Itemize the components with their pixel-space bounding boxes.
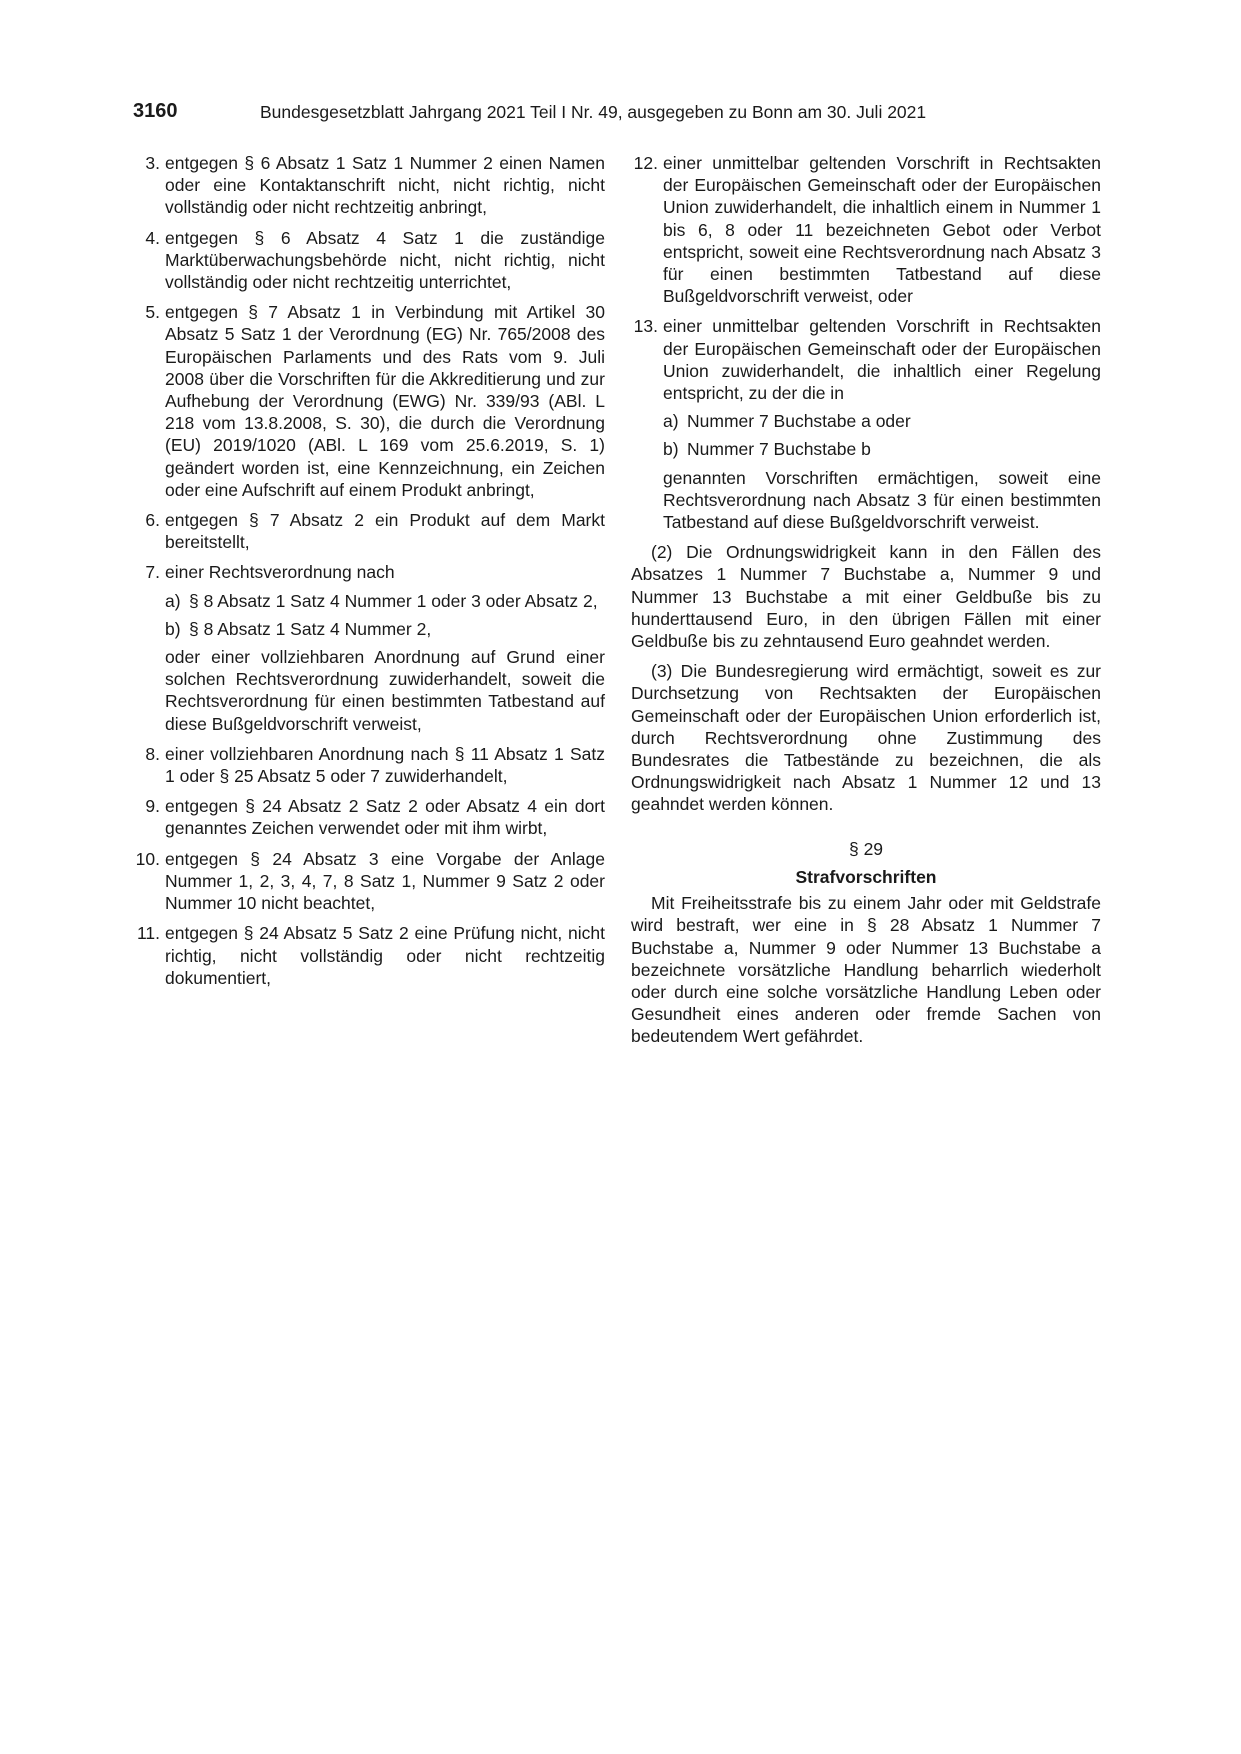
sub-item-text: Nummer 7 Buchstabe b [687, 439, 871, 460]
item-text: entgegen § 24 Absatz 2 Satz 2 oder Absatz 4 ein dort genanntes Zeichen verwendet oder mit ihm wirbt, [165, 796, 605, 839]
item-text: einer unmittelbar geltenden Vorschrift in Rechtsakten der Europäischen Gemeinschaft oder der Europäischen Union zuwiderhandelt, die inhaltlich einer Regelung entspricht, zu der die in [663, 316, 1101, 404]
list-item-13 [631, 315, 1101, 533]
section-text: Mit Freiheitsstrafe bis zu einem Jahr oder mit Geldstrafe wird bestraft, wer eine in § 28 Absatz 1 Nummer 7 Buchstabe a, Nummer 9 oder Nummer 13 Buchstabe a bezeichnete vorsätzliche Handlung beharrlich wiederholt oder durch eine solche vorsätzliche Handlung Leben oder Gesundheit eines anderen oder fremde Sachen von bedeutendem Wert gefährdet. [631, 893, 1101, 1047]
item-tail-text: oder einer vollziehbaren Anordnung auf Grund einer solchen Rechtsverordnung zuwiderhandelt, soweit die Rechtsverordnung für einen bestimmten Tatbestand auf diese Bußgeldvorschrift verweist, [165, 647, 605, 734]
sub-item-b [165, 618, 605, 640]
list-item-7 [133, 561, 605, 734]
list-item-11 [133, 922, 605, 989]
sub-item-a [165, 590, 605, 612]
paragraph-3: (3) Die Bundesregierung wird ermächtigt, soweit es zur Durchsetzung von Rechtsakten der Europäischen Gemeinschaft oder der Europäischen Union erforderlich ist, durch Rechtsverordnung ohne Zustimmung des Bundesrates die Tatbestände zu bezeichnen, die als Ordnungswidrigkeit nach Absatz 1 Nummer 12 und 13 geahndet werden können. [631, 661, 1101, 815]
list-item-4 [133, 227, 605, 294]
item-text: einer unmittelbar geltenden Vorschrift in Rechtsakten der Europäischen Gemeinschaft oder der Europäischen Union zuwiderhandelt, die inhaltlich einem in Nummer 1 bis 6, 8 oder 11 bezeichneten Gebot oder Verbot entspricht, soweit eine Rechtsverordnung nach Absatz 3 für einen bestimmten Tatbestand auf diese Bußgeldvorschrift verweist, oder [663, 153, 1101, 307]
item-text: entgegen § 7 Absatz 1 in Verbindung mit Artikel 30 Absatz 5 Satz 1 der Verordnung (EG) Nr. 765/2008 des Europäischen Parlaments und des Rats vom 9. Juli 2008 über die Vorschriften für die Akkreditierung und zur Aufhebung der Verordnung (EWG) Nr. 339/93 (ABl. L 218 vom 13.8.2008, S. 30), die durch die Verordnung (EU) 2019/1020 (ABl. L 169 vom 25.6.2019, S. 1) geändert worden ist, eine Kennzeichnung, ein Zeichen oder eine Aufschrift auf einem Produkt anbringt, [165, 302, 605, 500]
item-number: 6. [145, 510, 160, 531]
paragraph-2: (2) Die Ordnungswidrigkeit kann in den Fällen des Absatzes 1 Nummer 7 Buchstabe a, Nummer 9 und Nummer 13 Buchstabe a mit einer Geldbuße bis zu hunderttausend Euro, in den übrigen Fällen mit einer Geldbuße bis zu zehntausend Euro geahndet werden. [631, 542, 1101, 652]
item-number: 12. [633, 153, 658, 173]
sub-item-text: § 8 Absatz 1 Satz 4 Nummer 2, [189, 618, 432, 639]
item-text: entgegen § 7 Absatz 2 ein Produkt auf dem Markt bereitstellt, [165, 510, 605, 553]
list-item-6 [133, 509, 605, 553]
sub-item-text: § 8 Absatz 1 Satz 4 Nummer 1 oder 3 oder Absatz 2, [189, 590, 598, 611]
item-text: entgegen § 6 Absatz 4 Satz 1 die zuständige Marktüberwachungsbehörde nicht, nicht richtig, nicht vollständig oder nicht rechtzeitig unterrichtet, [165, 227, 605, 293]
item-text: entgegen § 24 Absatz 5 Satz 2 eine Prüfung nicht, nicht richtig, nicht vollständig oder nicht rechtzeitig dokumentiert, [165, 923, 605, 988]
item-number: 11. [136, 923, 160, 944]
list-item-3 [133, 152, 605, 219]
list-item-12 [631, 152, 1101, 307]
item-tail-text: genannten Vorschriften ermächtigen, soweit eine Rechtsverordnung nach Absatz 3 für einen bestimmten Tatbestand auf diese Bußgeldvorschrift verweist. [663, 467, 1101, 533]
item-text: einer vollziehbaren Anordnung nach § 11 Absatz 1 Satz 1 oder § 25 Absatz 5 oder 7 zuwiderhandelt, [165, 743, 605, 787]
section-title: Strafvorschriften [795, 866, 937, 887]
page-header [133, 100, 973, 126]
list-item-9 [133, 795, 605, 839]
item-number: 8. [145, 743, 160, 764]
item-number: 7. [145, 562, 160, 583]
sub-item-label: b) [165, 618, 181, 639]
list-item-10 [133, 848, 605, 915]
list-item-5 [133, 301, 605, 501]
item-number: 3. [145, 153, 160, 173]
item-number: 4. [145, 227, 160, 248]
item-text: entgegen § 6 Absatz 1 Satz 1 Nummer 2 einen Namen oder eine Kontaktanschrift nicht, nicht richtig, nicht vollständig oder nicht rechtzeitig anbringt, [165, 153, 605, 218]
sub-item-b [663, 438, 1101, 460]
item-text: einer Rechtsverordnung nach [165, 562, 395, 583]
running-title: Bundesgesetzblatt Jahrgang 2021 Teil I Nr. 49, ausgegeben zu Bonn am 30. Juli 2021 [260, 102, 927, 122]
sub-item-text: Nummer 7 Buchstabe a oder [687, 411, 911, 432]
sub-item-label: a) [663, 411, 679, 432]
item-number: 13. [633, 316, 658, 337]
sub-item-label: b) [663, 439, 679, 460]
right-column [631, 152, 1101, 1056]
item-text: entgegen § 24 Absatz 3 eine Vorgabe der Anlage Nummer 1, 2, 3, 4, 7, 8 Satz 1, Nummer 9 Satz 2 oder Nummer 10 nicht beachtet, [165, 848, 605, 914]
list-item-8 [133, 743, 605, 787]
left-column [133, 152, 605, 997]
item-number: 5. [145, 302, 160, 323]
item-number: 10. [135, 848, 160, 869]
sub-item-label: a) [165, 590, 181, 611]
page-number: 3160 [133, 100, 178, 122]
item-number: 9. [145, 796, 160, 817]
section-number: § 29 [848, 838, 884, 859]
sub-item-a [663, 410, 1101, 432]
